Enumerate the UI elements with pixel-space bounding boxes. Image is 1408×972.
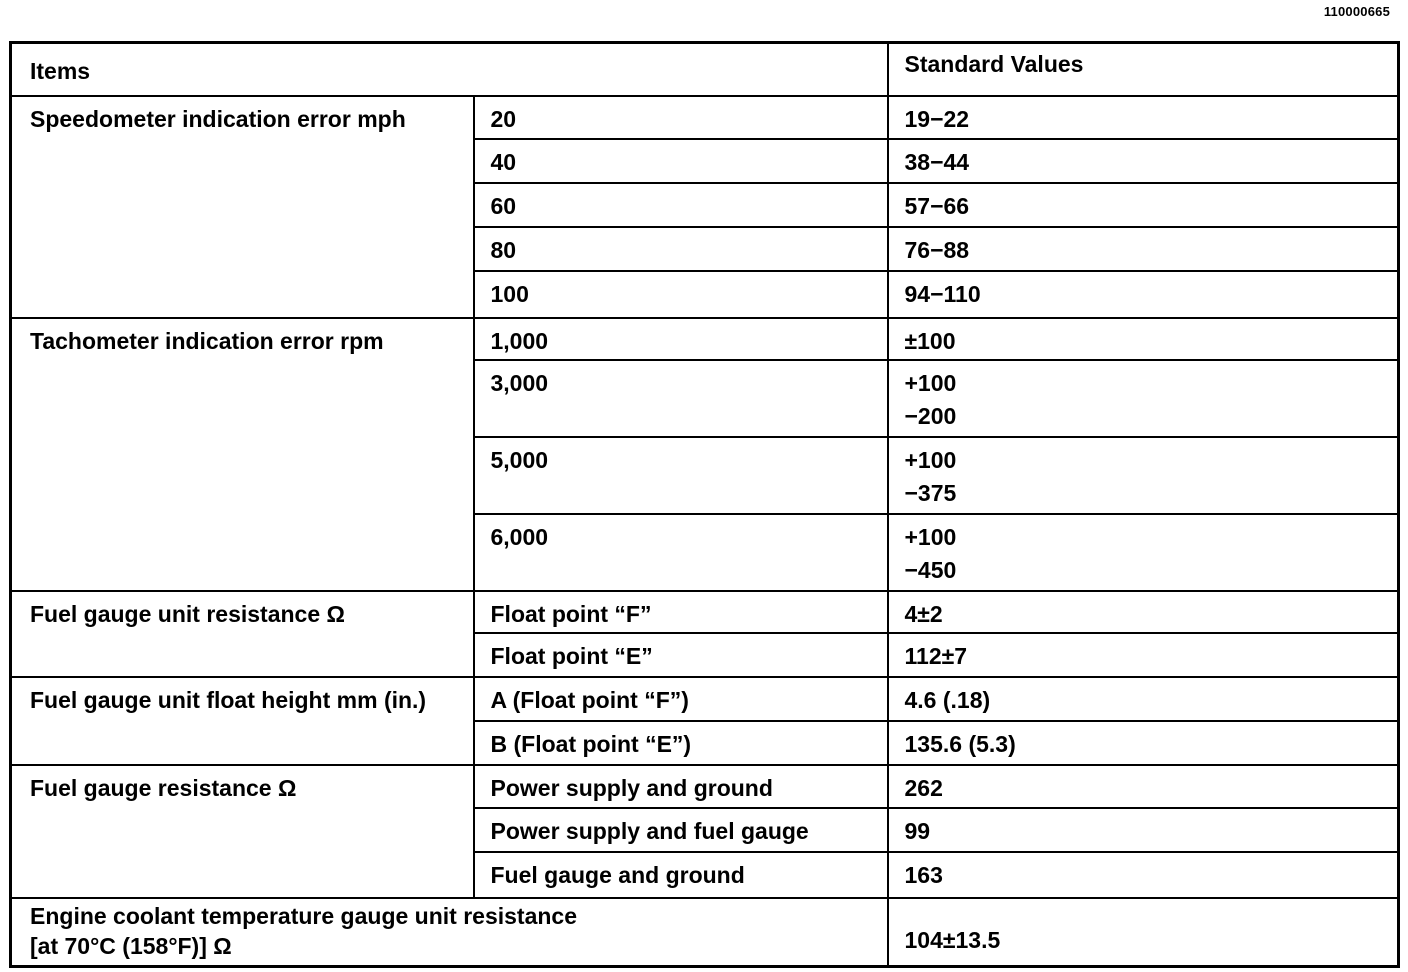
document-id: 110000665	[1323, 4, 1390, 19]
table-row	[11, 591, 1399, 633]
value-cell: 57−66	[888, 183, 1399, 227]
item-cell: A (Float point “F”)	[474, 677, 888, 721]
item-cell: 5,000	[474, 437, 888, 514]
value-cell: 99	[888, 808, 1399, 852]
value-upper: +100	[904, 369, 957, 396]
engine-coolant-value: 104±13.5	[888, 898, 1399, 967]
value-upper: +100	[904, 446, 957, 473]
float-height-label: Fuel gauge unit float height mm (in.)	[11, 677, 474, 765]
item-cell: 20	[474, 96, 888, 139]
engine-coolant-label	[11, 898, 888, 967]
table-row	[11, 96, 1399, 139]
item-cell: 3,000	[474, 360, 888, 437]
value-cell: 76−88	[888, 227, 1399, 271]
value-cell	[888, 360, 1399, 437]
item-cell: 60	[474, 183, 888, 227]
item-cell: 80	[474, 227, 888, 271]
value-cell	[888, 514, 1399, 591]
value-upper: +100	[904, 523, 957, 550]
table-row	[11, 318, 1399, 360]
value-cell: 163	[888, 852, 1399, 898]
item-cell: Float point “F”	[474, 591, 888, 633]
value-lower: −200	[904, 402, 957, 429]
value-lower: −450	[904, 556, 957, 583]
table-row	[11, 765, 1399, 808]
value-cell: 135.6 (5.3)	[888, 721, 1399, 765]
item-cell: 100	[474, 271, 888, 318]
header-row	[11, 43, 1399, 96]
item-cell: Float point “E”	[474, 633, 888, 677]
value-cell: 19−22	[888, 96, 1399, 139]
speedometer-label: Speedometer indication error mph	[11, 96, 474, 318]
item-cell: 1,000	[474, 318, 888, 360]
item-cell: Fuel gauge and ground	[474, 852, 888, 898]
value-cell: ±100	[888, 318, 1399, 360]
tachometer-label: Tachometer indication error rpm	[11, 318, 474, 591]
value-cell: 112±7	[888, 633, 1399, 677]
value-cell: 38−44	[888, 139, 1399, 183]
header-items: Items	[11, 43, 888, 96]
engine-coolant-label-line2: [at 70°C (158°F)] Ω	[30, 932, 232, 959]
item-cell: B (Float point “E”)	[474, 721, 888, 765]
value-lower: −375	[904, 479, 957, 506]
item-cell: 6,000	[474, 514, 888, 591]
value-cell: 94−110	[888, 271, 1399, 318]
header-standard-values: Standard Values	[888, 43, 1399, 96]
fuel-gauge-unit-resistance-label: Fuel gauge unit resistance Ω	[11, 591, 474, 677]
value-cell: 4.6 (.18)	[888, 677, 1399, 721]
table-row	[11, 677, 1399, 721]
engine-coolant-label-line1: Engine coolant temperature gauge unit resistance	[30, 902, 578, 929]
item-cell: Power supply and ground	[474, 765, 888, 808]
item-cell: 40	[474, 139, 888, 183]
value-cell: 262	[888, 765, 1399, 808]
value-cell	[888, 437, 1399, 514]
fuel-gauge-resistance-label: Fuel gauge resistance Ω	[11, 765, 474, 898]
standard-values-table	[9, 41, 1400, 968]
item-cell: Power supply and fuel gauge	[474, 808, 888, 852]
table-row	[11, 898, 1399, 967]
value-cell: 4±2	[888, 591, 1399, 633]
